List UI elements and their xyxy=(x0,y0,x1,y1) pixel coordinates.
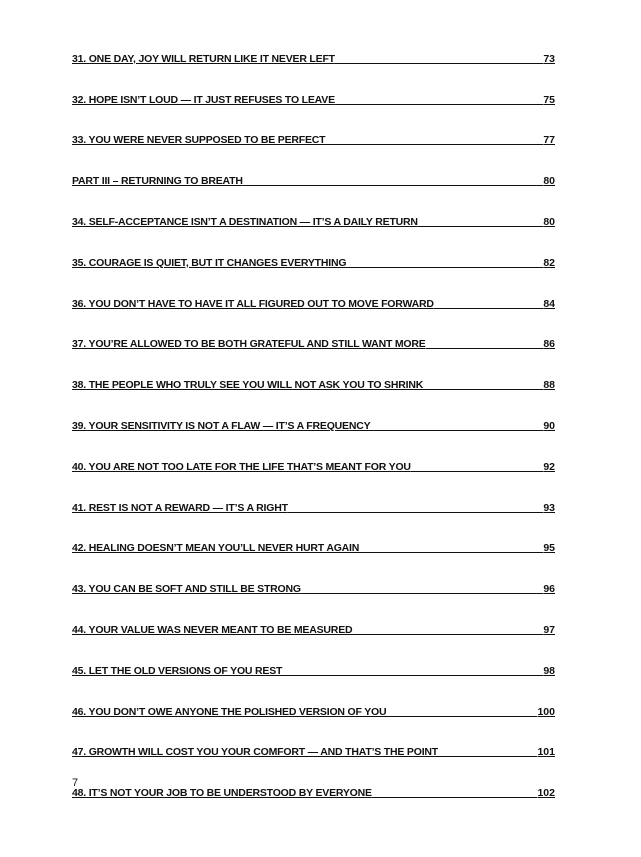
toc-entry-page: 90 xyxy=(543,419,555,432)
toc-entry-title: 37. YOU’RE ALLOWED TO BE BOTH GRATEFUL AND STILL WANT MORE xyxy=(72,338,426,351)
toc-leader-line xyxy=(434,307,544,309)
toc-entry-page: 80 xyxy=(543,175,555,188)
toc-entry-title: 46. YOU DON’T OWE ANYONE THE POLISHED VERSION OF YOU xyxy=(72,705,387,718)
toc-entry[interactable] xyxy=(72,310,555,351)
toc-entry-title: 47. GROWTH WILL COST YOU YOUR COMFORT — AND THAT’S THE POINT xyxy=(72,746,439,759)
toc-entry-page: 73 xyxy=(543,52,555,65)
toc-entry[interactable] xyxy=(72,269,555,310)
toc-leader-line xyxy=(418,225,544,227)
toc-entry-title: 44. YOUR VALUE WAS NEVER MEANT TO BE MEASURED xyxy=(72,623,353,636)
toc-entry-page: 101 xyxy=(537,746,555,759)
toc-entry[interactable] xyxy=(72,106,555,147)
toc-entry[interactable] xyxy=(72,228,555,269)
toc-leader-line xyxy=(372,796,538,798)
toc-entry-title: 43. YOU CAN BE SOFT AND STILL BE STRONG xyxy=(72,583,301,596)
toc-entry[interactable] xyxy=(72,514,555,555)
toc-entry-page: 97 xyxy=(543,623,555,636)
toc-entry[interactable] xyxy=(72,636,555,677)
toc-entry-page: 92 xyxy=(543,460,555,473)
toc-entry-title: 40. YOU ARE NOT TOO LATE FOR THE LIFE THAT’S MEANT FOR YOU xyxy=(72,460,411,473)
toc-entry[interactable] xyxy=(72,473,555,514)
toc-entry-page: 88 xyxy=(543,379,555,392)
toc-entry-page: 98 xyxy=(543,664,555,677)
toc-leader-line xyxy=(282,674,543,676)
toc-leader-line xyxy=(370,429,543,431)
toc-leader-line xyxy=(352,633,543,635)
toc-entry[interactable] xyxy=(72,432,555,473)
toc-entry[interactable] xyxy=(72,595,555,636)
toc-entry-title: 36. YOU DON’T HAVE TO HAVE IT ALL FIGURED OUT TO MOVE FORWARD xyxy=(72,297,434,310)
toc-entry[interactable] xyxy=(72,758,555,799)
toc-entry-title: 45. LET THE OLD VERSIONS OF YOU REST xyxy=(72,664,283,677)
toc-part-heading[interactable] xyxy=(72,146,555,187)
toc-entry[interactable] xyxy=(72,350,555,391)
toc-entry-title: PART III – RETURNING TO BREATH xyxy=(72,175,243,188)
toc-leader-line xyxy=(335,103,543,105)
toc-entry-page: 102 xyxy=(537,787,555,800)
toc-entry[interactable] xyxy=(72,554,555,595)
toc-entry-page: 80 xyxy=(543,215,555,228)
toc-entry-page: 96 xyxy=(543,583,555,596)
toc-entry-page: 77 xyxy=(543,134,555,147)
toc-leader-line xyxy=(243,184,544,186)
toc-leader-line xyxy=(411,470,544,472)
toc-leader-line xyxy=(335,62,543,64)
toc-entry-page: 100 xyxy=(537,705,555,718)
toc-entry[interactable] xyxy=(72,391,555,432)
toc-leader-line xyxy=(301,592,543,594)
toc-entry-page: 95 xyxy=(543,542,555,555)
page-number: 7 xyxy=(72,777,79,789)
toc-entry[interactable] xyxy=(72,65,555,106)
toc-entry-title: 31. ONE DAY, JOY WILL RETURN LIKE IT NEVER LEFT xyxy=(72,52,335,65)
toc-leader-line xyxy=(386,715,537,717)
table-of-contents xyxy=(72,24,555,799)
toc-entry-title: 42. HEALING DOESN’T MEAN YOU’LL NEVER HURT AGAIN xyxy=(72,542,360,555)
toc-entry[interactable] xyxy=(72,24,555,65)
toc-entry-title: 39. YOUR SENSITIVITY IS NOT A FLAW — IT’S A FREQUENCY xyxy=(72,419,371,432)
toc-entry-page: 86 xyxy=(543,338,555,351)
toc-entry-title: 32. HOPE ISN’T LOUD — IT JUST REFUSES TO LEAVE xyxy=(72,93,335,106)
toc-entry-title: 38. THE PEOPLE WHO TRULY SEE YOU WILL NOT ASK YOU TO SHRINK xyxy=(72,379,424,392)
toc-leader-line xyxy=(426,347,544,349)
toc-entry-title: 34. SELF-ACCEPTANCE ISN’T A DESTINATION — IT’S A DAILY RETURN xyxy=(72,215,418,228)
toc-entry-title: 41. REST IS NOT A REWARD — IT’S A RIGHT xyxy=(72,501,288,514)
toc-leader-line xyxy=(423,388,543,390)
toc-leader-line xyxy=(325,143,543,145)
toc-leader-line xyxy=(288,511,543,513)
toc-entry[interactable] xyxy=(72,718,555,759)
toc-leader-line xyxy=(346,266,543,268)
toc-entry-title: 48. IT’S NOT YOUR JOB TO BE UNDERSTOOD BY EVERYONE xyxy=(72,787,372,800)
toc-entry-page: 82 xyxy=(543,256,555,269)
toc-leader-line xyxy=(438,755,537,757)
toc-entry-page: 93 xyxy=(543,501,555,514)
toc-entry-title: 33. YOU WERE NEVER SUPPOSED TO BE PERFECT xyxy=(72,134,326,147)
toc-entry[interactable] xyxy=(72,187,555,228)
toc-leader-line xyxy=(359,551,543,553)
toc-entry-page: 84 xyxy=(543,297,555,310)
toc-entry-page: 75 xyxy=(543,93,555,106)
toc-entry[interactable] xyxy=(72,677,555,718)
toc-entry-title: 35. COURAGE IS QUIET, BUT IT CHANGES EVERYTHING xyxy=(72,256,347,269)
